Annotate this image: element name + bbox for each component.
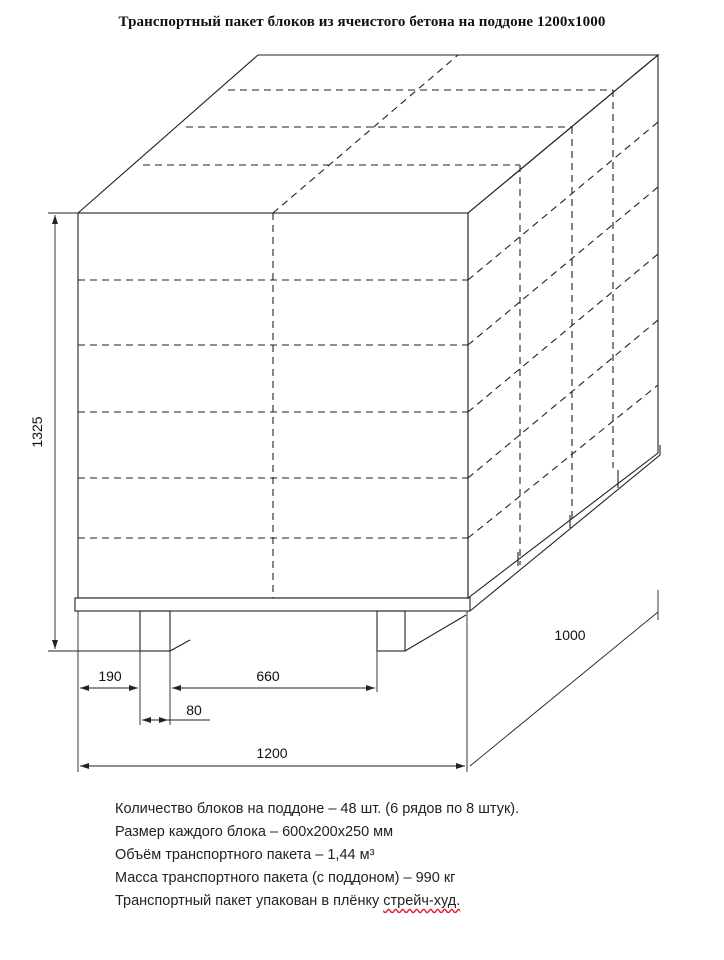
note-packaging [115,890,519,913]
dim-leg-width-label: 80 [186,702,202,718]
pallet-leg-left [140,611,170,651]
dimension-arrows [52,215,465,769]
dim-inner-span-label: 660 [256,668,280,684]
note-packaging-text: Транспортный пакет упакован в плёнку [115,893,384,909]
note-block-count: Количество блоков на поддоне – 48 шт. (6 рядов по 8 штук). [115,801,520,817]
top-block-joints [143,55,613,213]
note-block-size: Размер каждого блока – 600х200х250 мм [115,824,394,840]
right-block-joints [468,90,658,565]
diagram-title: Транспортный пакет блоков из ячеистого бетона на поддоне 1200х1000 [118,14,606,30]
note-packaging-film: стрейч-худ. [383,893,461,909]
dim-left-offset-label: 190 [98,668,122,684]
pallet-leg-right [377,611,405,651]
pallet-deck [75,598,470,611]
dimension-lines [48,213,658,772]
note-package-mass: Масса транспортного пакета (с поддоном) – 990 кг [115,870,456,886]
dim-height-label: 1325 [29,416,45,448]
right-face [468,55,658,598]
notes-block [115,798,519,913]
note-package-volume: Объём транспортного пакета – 1,44 м³ [115,847,375,863]
dim-depth-label: 1000 [554,627,586,643]
dim-width-label: 1200 [256,745,288,761]
top-face [78,55,658,213]
front-block-joints [78,213,468,598]
